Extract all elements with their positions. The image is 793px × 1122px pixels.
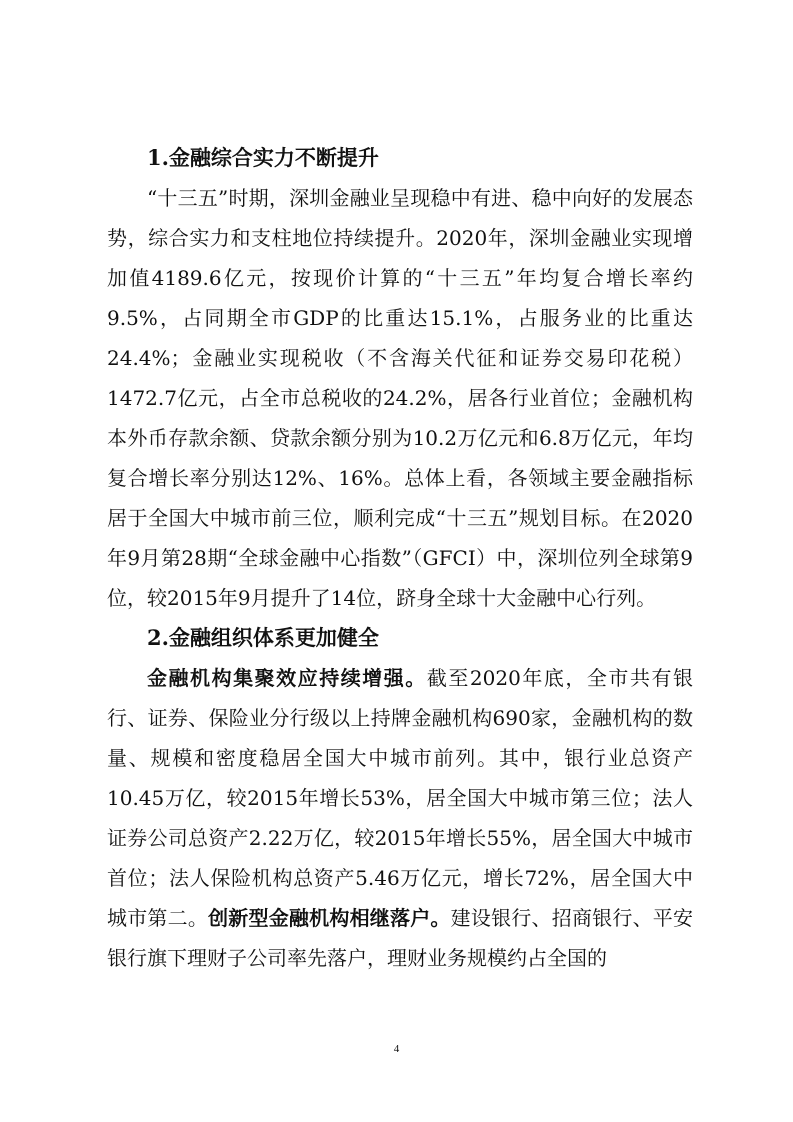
- document-body: [107, 138, 693, 978]
- bold-lead-innovative-institutions: 创新型金融机构相继落户。: [208, 906, 451, 930]
- paragraph-organization-system: [107, 658, 693, 978]
- body-text-institutions: 截至2020年底，全市共有银行、证券、保险业分行级以上持牌金融机构690家，金融机构的数量、规模和密度稳居全国大中城市前列。其中，银行业总资产10.45万亿，较2015年增长53%，居全国大中城市第三位；法人证券公司总资产2.22万亿，较2015年增长55%，居全国大中城市首位；法人保险机构总资产5.46万亿元，增长72%，居全国大中城市第二。: [107, 666, 694, 930]
- bold-lead-institutions-cluster: 金融机构集聚效应持续增强。: [147, 666, 427, 690]
- paragraph-financial-strength: “十三五”时期，深圳金融业呈现稳中有进、稳中向好的发展态势，综合实力和支柱地位持续提升。2020年，深圳金融业实现增加值4189.6亿元，按现价计算的“十三五”年均复合增长率约9.5%，占同期全市GDP的比重达15.1%，占服务业的比重达24.4%；金融业实现税收（不含海关代征和证券交易印花税）1472.7亿元，占全市总税收的24.2%，居各行业首位；金融机构本外币存款余额、贷款余额分别为10.2万亿元和6.8万亿元，年均复合增长率分别达12%、16%。总体上看，各领域主要金融指标居于全国大中城市前三位，顺利完成“十三五”规划目标。在2020年9月第28期“全球金融中心指数”（GFCI）中，深圳位列全球第9位，较2015年9月提升了14位，跻身全球十大金融中心行列。: [107, 186, 693, 610]
- section-heading-financial-strength: 1.金融综合实力不断提升: [147, 145, 379, 170]
- body-text-wealth-management: 建设银行、招商银行、平安银行旗下理财子公司率先落户，理财业务规模约占全国的: [107, 906, 694, 970]
- page-number: 4: [393, 1043, 400, 1055]
- section-heading-organization-system: 2.金融组织体系更加健全: [147, 625, 379, 650]
